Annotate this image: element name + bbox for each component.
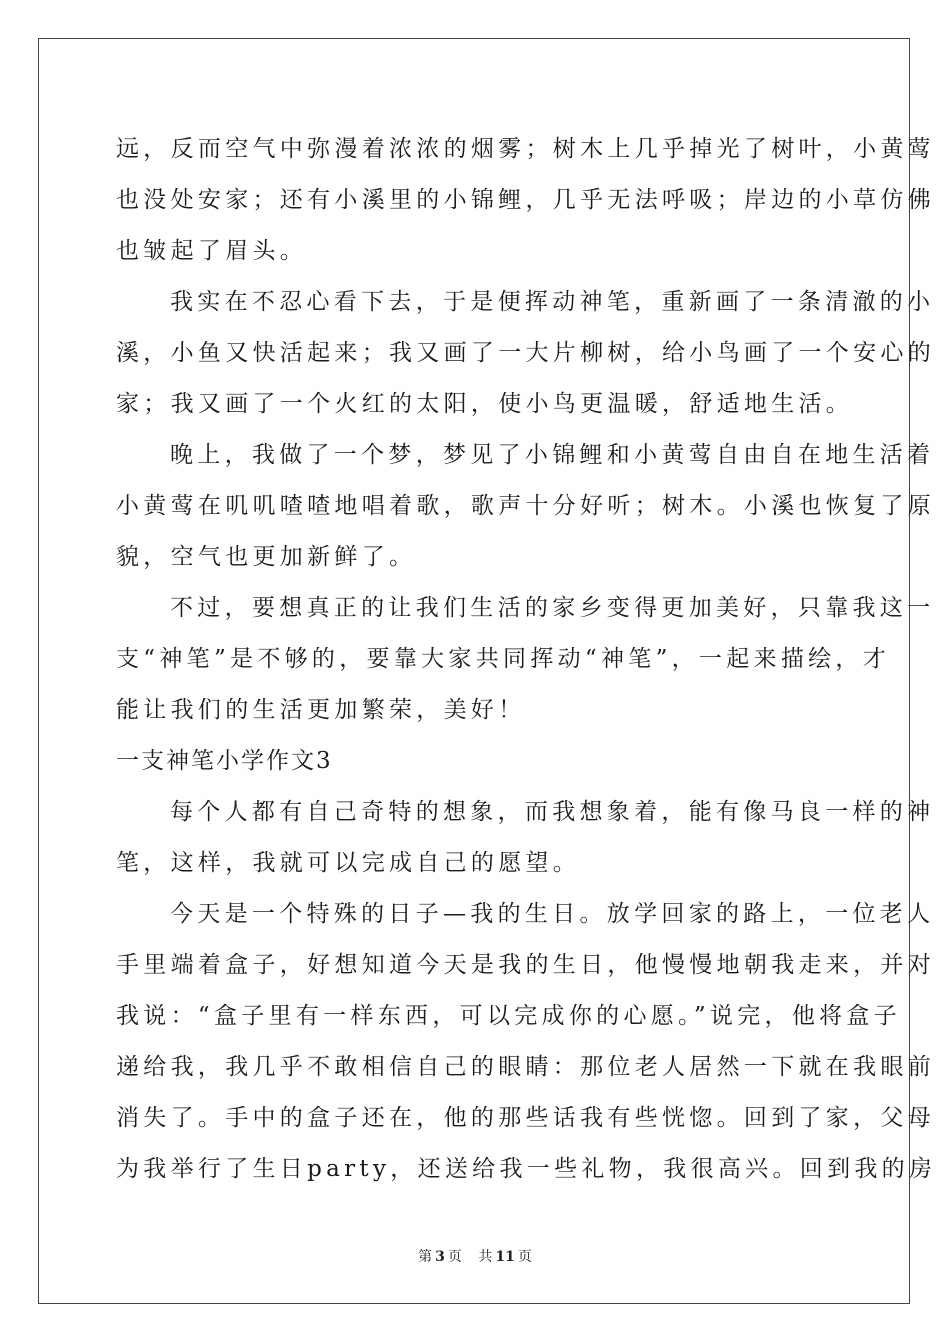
- page-prefix: 第: [418, 1249, 433, 1265]
- document-body: [116, 124, 937, 1195]
- page-number: 3: [435, 1249, 445, 1265]
- total-prefix: 共: [478, 1249, 493, 1265]
- text-line: 溪，小鱼又快活起来；我又画了一大片柳树，给小鸟画了一个安心的: [116, 340, 935, 366]
- text-line: 支“神笔”是不够的，要靠大家共同挥动“神笔”，一起来描绘，才: [116, 646, 891, 672]
- text-line: 家；我又画了一个火红的太阳，使小鸟更温暖，舒适地生活。: [116, 391, 854, 417]
- total-indicator: [475, 1249, 534, 1265]
- text-line: 也皱起了眉头。: [116, 238, 308, 264]
- text-line: 也没处安家；还有小溪里的小锦鲤，几乎无法呼吸；岸边的小草仿佛: [116, 187, 935, 213]
- total-suffix: 页: [517, 1249, 532, 1265]
- paragraph-start: 每个人都有自己奇特的想象，而我想象着，能有像马良一样的神: [170, 799, 935, 825]
- text-line: 貌，空气也更加新鲜了。: [116, 544, 417, 570]
- paragraph-start: 我实在不忍心看下去，于是便挥动神笔，重新画了一条清澈的小: [170, 289, 935, 315]
- page-suffix: 页: [447, 1249, 462, 1265]
- text-line: 远，反而空气中弥漫着浓浓的烟雾；树木上几乎掉光了树叶，小黄莺: [116, 136, 935, 162]
- page-footer: [0, 1246, 950, 1266]
- text-line: 小黄莺在叽叽喳喳地唱着歌，歌声十分好听；树木。小溪也恢复了原: [116, 493, 935, 519]
- paragraph-start: 今天是一个特殊的日子—我的生日。放学回家的路上，一位老人: [170, 901, 935, 927]
- text-line: 我说：“盒子里有一样东西，可以完成你的心愿。”说完，他将盒子: [116, 1003, 902, 1029]
- text-line: 为我举行了生日party，还送给我一些礼物，我很高兴。回到我的房: [116, 1156, 937, 1182]
- text-line: 递给我，我几乎不敢相信自己的眼睛：那位老人居然一下就在我眼前: [116, 1054, 935, 1080]
- section-heading: 一支神笔小学作文3: [116, 748, 333, 774]
- total-pages: 11: [495, 1249, 515, 1265]
- page-indicator: [415, 1249, 465, 1265]
- paragraph-start: 晚上，我做了一个梦，梦见了小锦鲤和小黄莺自由自在地生活着: [170, 442, 935, 468]
- text-line: 消失了。手中的盒子还在，他的那些话我有些恍惚。回到了家，父母: [116, 1105, 935, 1131]
- text-line: 笔，这样，我就可以完成自己的愿望。: [116, 850, 581, 876]
- paragraph-start: 不过，要想真正的让我们生活的家乡变得更加美好，只靠我这一: [170, 595, 935, 621]
- text-line: 能让我们的生活更加繁荣，美好！: [116, 697, 526, 723]
- text-line: 手里端着盒子，好想知道今天是我的生日，他慢慢地朝我走来，并对: [116, 952, 935, 978]
